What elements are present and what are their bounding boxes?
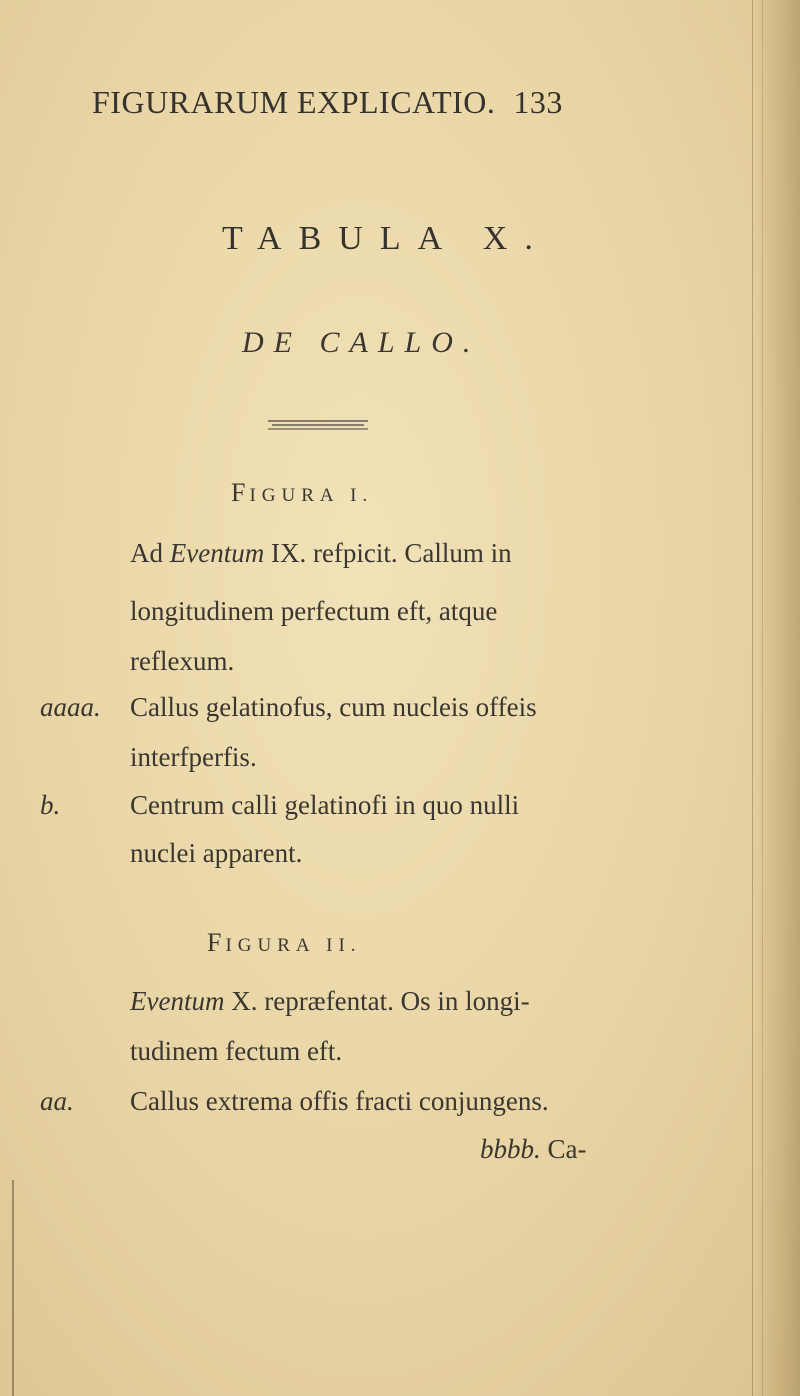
catchword (480, 1134, 586, 1165)
figura-2-initial: F (207, 928, 226, 957)
item-line: nuclei apparent. (130, 838, 303, 868)
intro-rest: X. repræfentat. Os in longi- (231, 986, 530, 1016)
plate-subtitle: DE CALLO. (242, 326, 481, 359)
running-head (92, 84, 563, 121)
figura-2-number: II. (326, 935, 362, 956)
figura-2-heading-rest: IGURA (225, 935, 316, 956)
item-line: interfperfis. (130, 742, 257, 772)
intro-rest: IX. refpicit. Callum in (270, 538, 512, 568)
gutter-line (12, 1180, 14, 1396)
figura-1-intro-line-1 (130, 538, 512, 569)
rule-ornament (268, 418, 368, 432)
figura-2-intro-line-2: tudinem fectum eft. (130, 1036, 343, 1066)
figura-1-heading-rest: IGURA (249, 485, 340, 506)
figura-1-intro-line-2: longitudinem perfectum eft, atque (130, 596, 498, 626)
figura-1-heading (231, 478, 373, 508)
figura-1-intro-line-3: reflexum. (130, 646, 235, 676)
running-title: FIGURARUM EXPLICATIO. (92, 84, 496, 120)
figura-2-intro-line-1 (130, 986, 530, 1017)
figura-1-number: I. (350, 485, 374, 506)
item-line: Callus gelatinofus, cum nucleis offeis (130, 692, 537, 722)
item-line: Centrum calli gelatinofi in quo nulli (130, 790, 520, 820)
plate-title: TABULA X. (222, 220, 550, 257)
page-edge-line (752, 0, 753, 1396)
figura-1-initial: F (231, 478, 250, 507)
intro-lead: Ad (130, 538, 163, 568)
catchword-italic: bbbb. (480, 1134, 541, 1164)
intro-italic-ref: Eventum (169, 538, 265, 568)
figura-2-heading (207, 928, 362, 958)
page-number: 133 (513, 84, 563, 120)
page-edge-shadow (752, 0, 800, 1396)
item-label: aaaa. (40, 692, 101, 722)
intro-italic-ref: Eventum (130, 986, 225, 1016)
item-label: b. (40, 790, 61, 820)
page-edge-line (762, 0, 763, 1396)
item-label: aa. (40, 1086, 74, 1116)
item-line: Callus extrema offis fracti conjungens. (130, 1086, 549, 1116)
catchword-rest: Ca- (547, 1134, 587, 1164)
